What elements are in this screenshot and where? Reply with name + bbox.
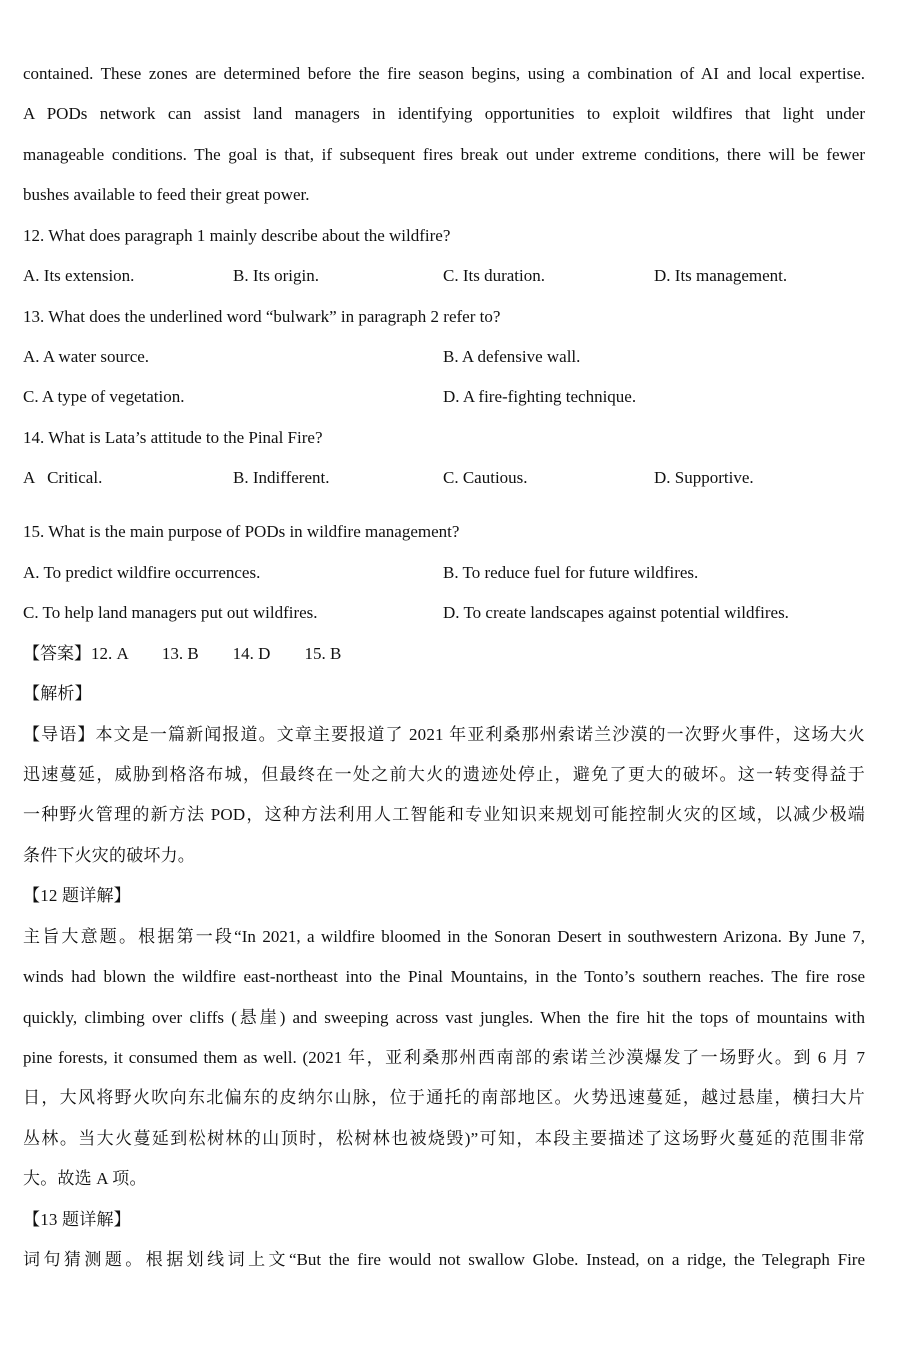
- q12-detail-line: 主旨大意题。根据第一段“In 2021, a wildfire bloomed in the Sonoran Desert in southwestern Arizona. By June 7,: [23, 927, 865, 946]
- question-12-option-b: B. Its origin.: [233, 266, 319, 285]
- q12-detail-line: quickly, climbing over cliffs (悬崖) and sweeping across vast jungles. When the fire hit the tops of mountains with: [23, 1008, 865, 1027]
- question-12-option-d: D. Its management.: [654, 266, 788, 285]
- q12-detail-line: 丛林。当大火蔓延到松树林的山顶时，松树林也被烧毁)”可知，本段主要描述了这场野火蔓延的范围非常: [23, 1129, 865, 1148]
- q12-detail-line: winds had blown the wildfire east-northeast into the Pinal Mountains, in the Tonto’s southern reaches. The fire rose: [23, 967, 865, 986]
- guide-line: 迅速蔓延，威胁到格洛布城，但最终在一处之前大火的遗迹处停止，避免了更大的破坏。这一转变得益于: [23, 765, 865, 784]
- question-12-option-c: C. Its duration.: [443, 266, 545, 285]
- question-14-option-a: A Critical.: [23, 468, 103, 487]
- question-13-option-d: D. A fire-fighting technique.: [443, 387, 637, 406]
- passage-line: bushes available to feed their great power.: [23, 185, 310, 204]
- question-15-option-a: A. To predict wildfire occurrences.: [23, 563, 261, 582]
- guide-line: 一种野火管理的新方法 POD，这种方法利用人工智能和专业知识来规划可能控制火灾的区域，以减少极端: [23, 805, 865, 824]
- guide-line: 【导语】本文是一篇新闻报道。文章主要报道了 2021 年亚利桑那州索诺兰沙漠的一次野火事件，这场大火: [23, 725, 865, 744]
- question-13-option-a: A. A water source.: [23, 347, 150, 366]
- q13-detail-line: 词句猜测题。根据划线词上文“But the fire would not swallow Globe. Instead, on a ridge, the Telegraph Fire: [23, 1250, 865, 1269]
- passage-line: manageable conditions. The goal is that, if subsequent fires break out under extreme conditions, there will be fewer: [23, 145, 865, 164]
- question-14-option-d: D. Supportive.: [654, 468, 754, 487]
- question-15-option-c: C. To help land managers put out wildfires.: [23, 603, 318, 622]
- question-13-option-b: B. A defensive wall.: [443, 347, 581, 366]
- question-15-stem: 15. What is the main purpose of PODs in wildfire management?: [23, 522, 460, 541]
- q12-detail-line: 大。故选 A 项。: [23, 1169, 147, 1188]
- passage-line: contained. These zones are determined before the fire season begins, using a combination of AI and local expertise.: [23, 64, 865, 83]
- question-14-option-c: C. Cautious.: [443, 468, 528, 487]
- question-14-option-b: B. Indifferent.: [233, 468, 330, 487]
- question-13-stem: 13. What does the underlined word “bulwark” in paragraph 2 refer to?: [23, 307, 501, 326]
- question-13-option-c: C. A type of vegetation.: [23, 387, 185, 406]
- question-12-stem: 12. What does paragraph 1 mainly describe about the wildfire?: [23, 226, 451, 245]
- guide-line: 条件下火灾的破坏力。: [23, 846, 195, 865]
- analysis-label: 【解析】: [23, 684, 92, 703]
- q12-detail-line: pine forests, it consumed them as well. (2021 年，亚利桑那州西南部的索诺兰沙漠爆发了一场野火。到 6 月 7: [23, 1048, 865, 1067]
- answer-key: 【答案】12. A 13. B 14. D 15. B: [23, 644, 342, 663]
- q12-detail-line: 日，大风将野火吹向东北偏东的皮纳尔山脉，位于通托的南部地区。火势迅速蔓延，越过悬崖，横扫大片: [23, 1088, 865, 1107]
- passage-line: A PODs network can assist land managers in identifying opportunities to exploit wildfires that light under: [23, 104, 865, 123]
- question-15-option-b: B. To reduce fuel for future wildfires.: [443, 563, 699, 582]
- question-15-option-d: D. To create landscapes against potential wildfires.: [443, 603, 789, 622]
- q13-heading: 【13 题详解】: [23, 1210, 131, 1229]
- question-14-stem: 14. What is Lata’s attitude to the Pinal Fire?: [23, 428, 323, 447]
- q12-heading: 【12 题详解】: [23, 886, 131, 905]
- question-12-option-a: A. Its extension.: [23, 266, 135, 285]
